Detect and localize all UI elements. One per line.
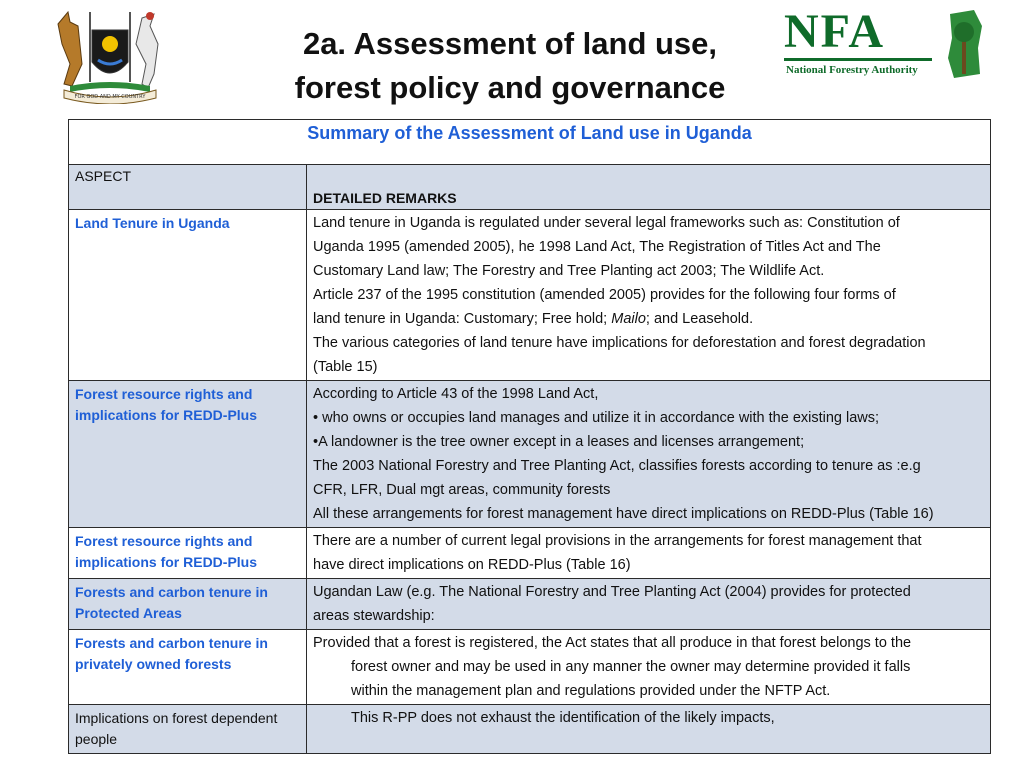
remark-line: within the management plan and regulations provided under the NFTP Act. (351, 683, 831, 699)
remark-line: This R-PP does not exhaust the identification of the likely impacts, (351, 710, 775, 726)
remark-italic: Mailo (611, 311, 646, 327)
land-use-summary-table (68, 119, 991, 754)
table-caption: Summary of the Assessment of Land use in Uganda (69, 120, 991, 165)
table-header-row (69, 165, 991, 210)
uganda-map-tree-icon (944, 8, 984, 80)
remark-line: Article 237 of the 1995 constitution (amended 2005) provides for the following four forms of (313, 287, 896, 303)
remark-line: have direct implications on REDD-Plus (Table 16) (313, 557, 631, 573)
nfa-underline (784, 58, 932, 61)
remark-line: • who owns or occupies land manages and utilize it in accordance with the existing laws; (313, 410, 880, 426)
remark-line: areas stewardship: (313, 608, 435, 624)
slide-title (200, 22, 820, 110)
remarks-cell (307, 579, 991, 630)
remark-text: land tenure in Uganda: Customary; Free hold; (313, 311, 612, 327)
remark-line: •A landowner is the tree owner except in a leases and licenses arrangement; (313, 434, 805, 450)
remark-line: Ugandan Law (e.g. The National Forestry and Tree Planting Act (2004) provides for protected (313, 584, 911, 600)
table-row (69, 528, 991, 579)
title-line-1: 2a. Assessment of land use, (302, 26, 718, 61)
remark-line: The various categories of land tenure have implications for deforestation and forest degradation (313, 335, 926, 351)
nfa-acronym: NFA (784, 5, 886, 58)
remark-line: Provided that a forest is registered, the Act states that all produce in that forest belongs to the (313, 635, 912, 651)
table-row (69, 630, 991, 705)
title-line-2: forest policy and governance (294, 70, 726, 105)
uganda-coat-of-arms-logo (50, 4, 170, 104)
aspect-cell: Forests and carbon tenure in Protected Areas (69, 579, 307, 630)
nfa-name: National Forestry Authority (786, 64, 918, 76)
remark-line: Customary Land law; The Forestry and Tree Planting act 2003; The Wildlife Act. (313, 263, 825, 279)
remark-line: There are a number of current legal provisions in the arrangements for forest management that (313, 533, 922, 549)
aspect-cell: Forests and carbon tenure in privately owned forests (69, 630, 307, 705)
remark-line: forest owner and may be used in any manner the owner may determine provided it falls (351, 659, 911, 675)
table-row (69, 210, 991, 381)
remark-line: (Table 15) (313, 359, 378, 375)
aspect-cell: Implications on forest dependent people (69, 705, 307, 754)
remark-line: The 2003 National Forestry and Tree Planting Act, classifies forests according to tenure as :e.g (313, 458, 921, 474)
remark-line: Uganda 1995 (amended 2005), he 1998 Land Act, The Registration of Titles Act and The (313, 239, 881, 255)
remarks-cell (307, 381, 991, 528)
remark-line: CFR, LFR, Dual mgt areas, community forests (313, 482, 611, 498)
motto-text: FOR GOD AND MY COUNTRY (74, 94, 146, 100)
header-aspect: ASPECT (69, 165, 307, 210)
table-row (69, 381, 991, 528)
remark-line (313, 307, 984, 331)
nfa-logo (784, 5, 984, 80)
remarks-cell (307, 210, 991, 381)
header-remarks: DETAILED REMARKS (307, 165, 991, 210)
remark-line: Land tenure in Uganda is regulated under several legal frameworks such as: Constitution of (313, 215, 900, 231)
remark-text: ; and Leasehold. (645, 311, 754, 327)
remarks-cell (307, 705, 991, 754)
table-row (69, 579, 991, 630)
remark-line: According to Article 43 of the 1998 Land Act, (313, 386, 599, 402)
aspect-cell: Forest resource rights and implications for REDD-Plus (69, 381, 307, 528)
remarks-cell (307, 528, 991, 579)
aspect-cell: Forest resource rights and implications for REDD-Plus (69, 528, 307, 579)
table-row (69, 705, 991, 754)
remark-line: All these arrangements for forest management have direct implications on REDD-Plus (Table 16) (313, 506, 934, 522)
aspect-cell: Land Tenure in Uganda (69, 210, 307, 381)
remarks-cell (307, 630, 991, 705)
